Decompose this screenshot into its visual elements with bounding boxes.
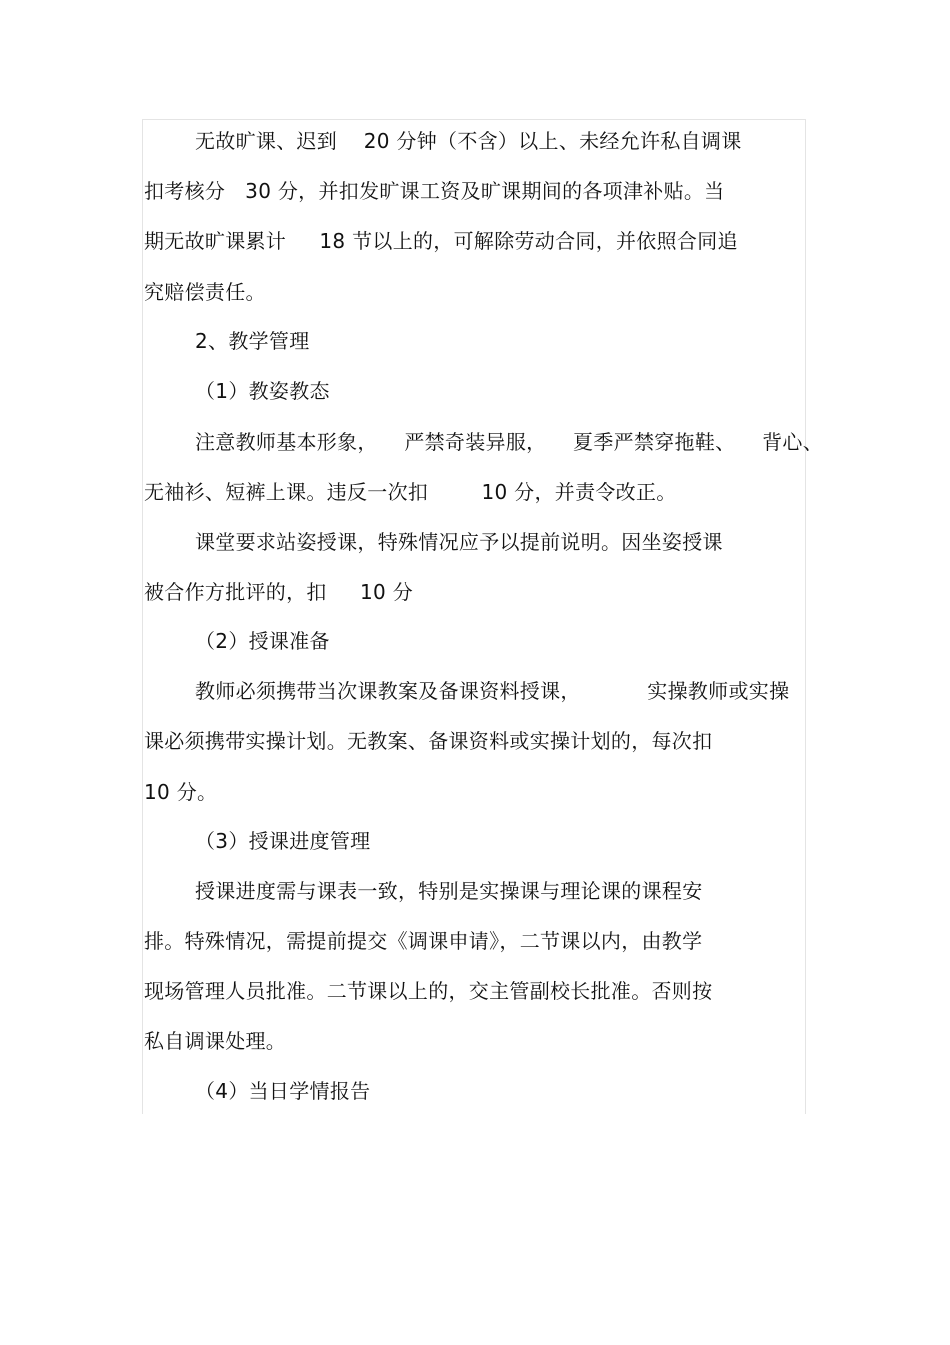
page-frame bbox=[142, 119, 806, 1114]
paragraph-line: 私自调课处理。 bbox=[144, 1029, 287, 1053]
section-heading: 2、教学管理 bbox=[195, 329, 310, 353]
paragraph-line: 期无故旷课累计 18 节以上的，可解除劳动合同，并依照合同追 bbox=[144, 229, 738, 253]
paragraph-line: 扣考核分 30 分，并扣发旷课工资及旷课期间的各项津补贴。当 bbox=[144, 179, 725, 203]
paragraph-line: 教师必须携带当次课教案及备课资料授课， 实操教师或实操 bbox=[195, 679, 790, 703]
paragraph-line: 排。特殊情况，需提前提交《调课申请》，二节课以内，由教学 bbox=[144, 929, 703, 953]
paragraph-line: 被合作方批评的，扣 10 分 bbox=[144, 580, 413, 604]
paragraph-line: 课堂要求站姿授课，特殊情况应予以提前说明。因坐姿授课 bbox=[195, 530, 723, 554]
paragraph-line: 课必须携带实操计划。无教案、备课资料或实操计划的，每次扣 bbox=[144, 729, 713, 753]
subsection-heading: （4）当日学情报告 bbox=[195, 1079, 371, 1103]
paragraph-line: 无袖衫、短裤上课。违反一次扣 10 分，并责令改正。 bbox=[144, 480, 677, 504]
paragraph-line: 现场管理人员批准。二节课以上的，交主管副校长批准。否则按 bbox=[144, 979, 713, 1003]
paragraph-line: 无故旷课、迟到 20 分钟（不含）以上、未经允许私自调课 bbox=[195, 129, 742, 153]
subsection-heading: （3）授课进度管理 bbox=[195, 829, 371, 853]
paragraph-line: 10 分。 bbox=[144, 780, 218, 804]
paragraph-line: 究赔偿责任。 bbox=[144, 280, 266, 304]
paragraph-line: 授课进度需与课表一致，特别是实操课与理论课的课程安 bbox=[195, 879, 703, 903]
subsection-heading: （2）授课准备 bbox=[195, 629, 330, 653]
subsection-heading: （1）教姿教态 bbox=[195, 379, 330, 403]
paragraph-line: 注意教师基本形象， 严禁奇装异服， 夏季严禁穿拖鞋、 背心、 bbox=[195, 430, 823, 454]
